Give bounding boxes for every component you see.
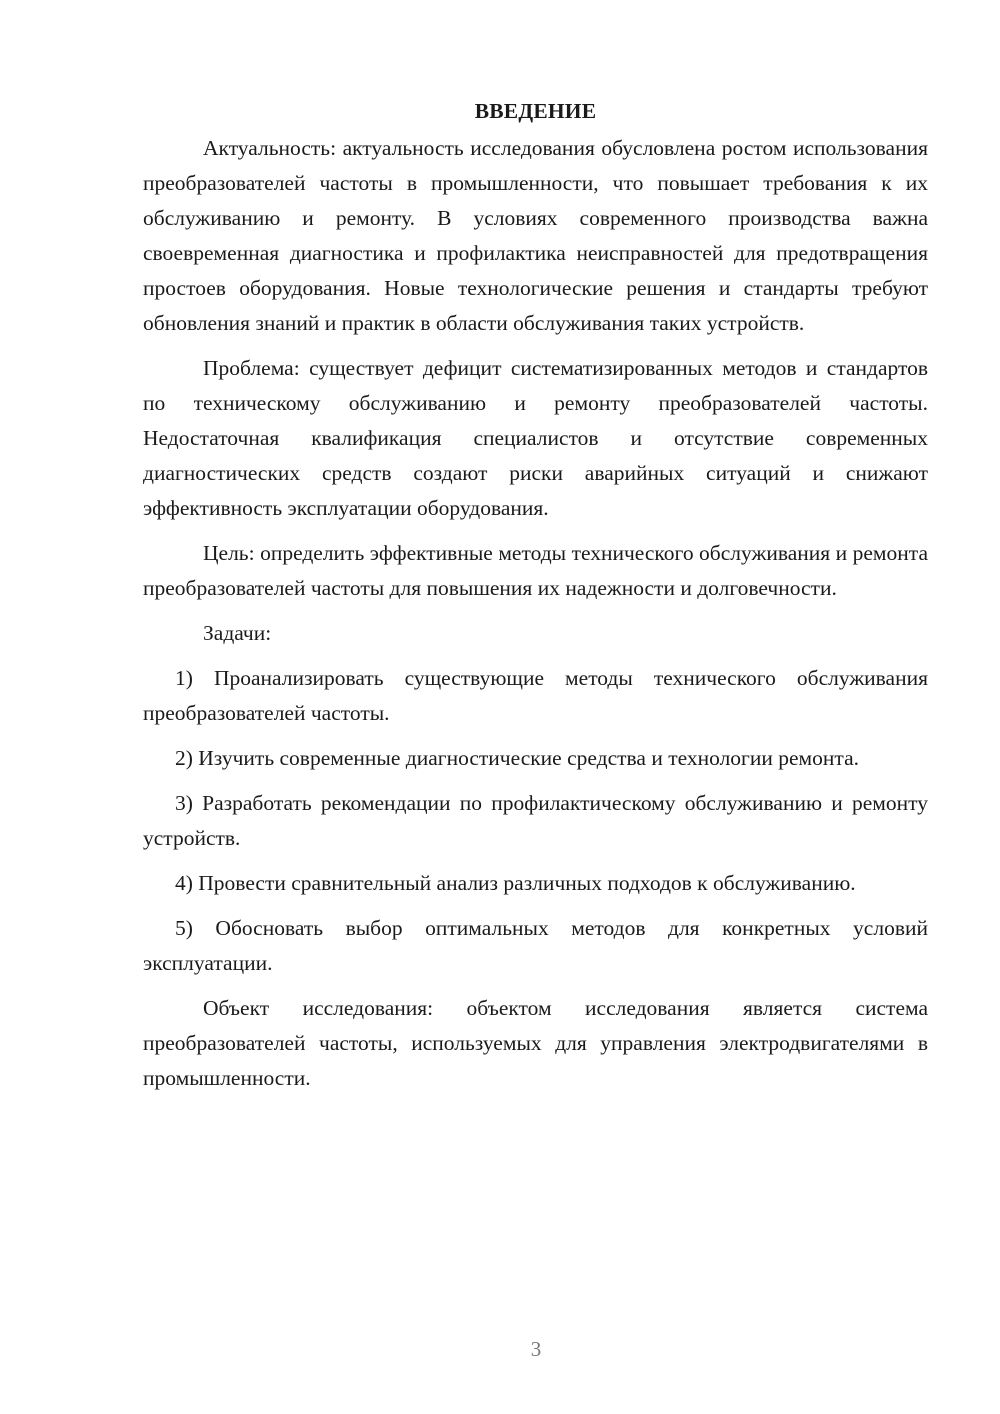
task-item-2: 2) Изучить современные диагностические средства и технологии ремонта.: [175, 746, 859, 770]
task-item-3: 3) Разработать рекомендации по профилактическому обслуживанию и ремонту устройств.: [143, 791, 928, 850]
relevance-paragraph: Актуальность: актуальность исследования обусловлена ростом использования преобразователей частоты в промышленности, что повышает требования к их обслуживанию и ремонту. В условиях современного производства важна своевременная диагностика и профилактика неисправностей для предотвращения простоев оборудования. Новые технологические решения и стандарты требуют обновления знаний и практик в области обслуживания таких устройств.: [143, 136, 928, 335]
task-item-1: 1) Проанализировать существующие методы технического обслуживания преобразователей частоты.: [143, 666, 928, 725]
tasks-heading: Задачи:: [203, 621, 272, 645]
problem-paragraph: Проблема: существует дефицит систематизированных методов и стандартов по техническому обслуживанию и ремонту преобразователей частоты. Недостаточная квалификация специалистов и отсутствие современных диагностических средств создают риски аварийных ситуаций и снижают эффективность эксплуатации оборудования.: [143, 356, 928, 520]
page-number: 3: [530, 1337, 542, 1361]
section-title: ВВЕДЕНИЕ: [474, 99, 597, 123]
document-body: [143, 94, 928, 1106]
object-paragraph: Объект исследования: объектом исследования является система преобразователей частоты, используемых для управления электродвигателями в промышленности.: [143, 996, 928, 1090]
task-item-5: 5) Обосновать выбор оптимальных методов для конкретных условий эксплуатации.: [143, 916, 928, 975]
goal-paragraph: Цель: определить эффективные методы технического обслуживания и ремонта преобразователей частоты для повышения их надежности и долговечности.: [143, 541, 928, 600]
task-item-4: 4) Провести сравнительный анализ различных подходов к обслуживанию.: [175, 871, 856, 895]
